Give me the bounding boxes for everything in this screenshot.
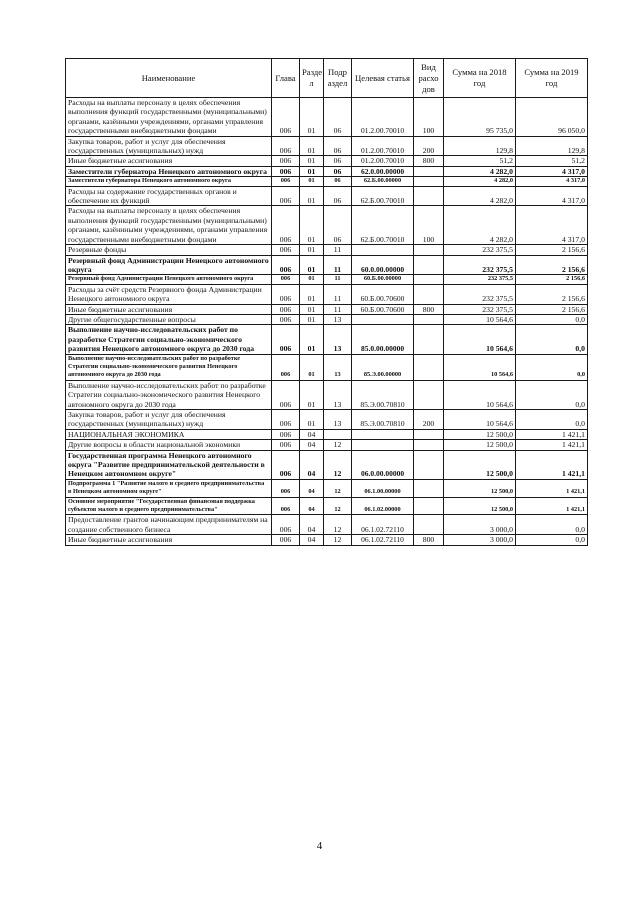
- cell-sum-2018: 232 375,5: [444, 284, 516, 304]
- cell-vid: [414, 429, 444, 439]
- cell-vid: [414, 314, 444, 324]
- cell-target: 85.0.00.00000: [352, 325, 414, 354]
- cell-sum-2019: 4 317,0: [516, 186, 588, 206]
- cell-sum-2019: 4 317,0: [516, 166, 588, 176]
- cell-target: [352, 314, 414, 324]
- cell-podrazdel: 12: [324, 479, 352, 497]
- cell-sum-2018: 10 564,6: [444, 354, 516, 380]
- cell-glava: 006: [272, 354, 300, 380]
- cell-sum-2018: 51,2: [444, 156, 516, 166]
- cell-podrazdel: 06: [324, 206, 352, 245]
- cell-vid: [414, 497, 444, 515]
- cell-glava: 006: [272, 535, 300, 545]
- cell-razdel: 01: [300, 156, 324, 166]
- cell-sum-2018: 4 282,0: [444, 206, 516, 245]
- cell-sum-2018: 12 500,0: [444, 497, 516, 515]
- cell-target: 06.1.02.00000: [352, 497, 414, 515]
- cell-name: Резервный фонд Администрации Ненецкого автономного округа: [66, 255, 272, 275]
- cell-podrazdel: 06: [324, 156, 352, 166]
- cell-vid: [414, 325, 444, 354]
- cell-vid: [414, 186, 444, 206]
- cell-sum-2018: 10 564,6: [444, 410, 516, 430]
- cell-vid: 100: [414, 206, 444, 245]
- cell-target: 85.Э.00.70810: [352, 380, 414, 409]
- table-row: [66, 206, 588, 245]
- cell-target: 85.Э.00.00000: [352, 354, 414, 380]
- cell-sum-2018: 4 282,0: [444, 177, 516, 186]
- cell-glava: 006: [272, 206, 300, 245]
- cell-podrazdel: 11: [324, 275, 352, 284]
- table-row: [66, 380, 588, 409]
- cell-glava: 006: [272, 497, 300, 515]
- cell-vid: [414, 515, 444, 535]
- cell-name: Иные бюджетные ассигнования: [66, 304, 272, 314]
- cell-vid: [414, 245, 444, 255]
- cell-glava: 006: [272, 245, 300, 255]
- cell-glava: 006: [272, 515, 300, 535]
- cell-razdel: 01: [300, 98, 324, 137]
- table-row: [66, 177, 588, 186]
- cell-razdel: 01: [300, 410, 324, 430]
- table-row: [66, 98, 588, 137]
- cell-podrazdel: 13: [324, 410, 352, 430]
- cell-name: Иные бюджетные ассигнования: [66, 535, 272, 545]
- cell-glava: 006: [272, 440, 300, 450]
- cell-podrazdel: 11: [324, 304, 352, 314]
- cell-name: Выполнение научно-исследовательских работ по разработке Стратегии социально-экономического развития Ненецкого автономного округа до 2030 года: [66, 325, 272, 354]
- cell-vid: 800: [414, 156, 444, 166]
- cell-razdel: 04: [300, 450, 324, 479]
- cell-razdel: 01: [300, 255, 324, 275]
- cell-name: Закупка товаров, работ и услуг для обеспечения государственных (муниципальных) нужд: [66, 410, 272, 430]
- cell-sum-2018: 4 282,0: [444, 166, 516, 176]
- table-row: [66, 325, 588, 354]
- cell-sum-2019: 0,0: [516, 515, 588, 535]
- cell-vid: [414, 380, 444, 409]
- cell-sum-2019: 1 421,1: [516, 497, 588, 515]
- cell-podrazdel: 06: [324, 186, 352, 206]
- table-row: [66, 245, 588, 255]
- cell-razdel: 01: [300, 275, 324, 284]
- cell-razdel: 04: [300, 497, 324, 515]
- cell-name: Резервный фонд Администрации Ненецкого автономного округа: [66, 275, 272, 284]
- cell-name: Иные бюджетные ассигнования: [66, 156, 272, 166]
- table-row: [66, 497, 588, 515]
- cell-glava: 006: [272, 429, 300, 439]
- table-row: [66, 450, 588, 479]
- header-name: Наименование: [66, 59, 272, 98]
- cell-target: 06.0.00.00000: [352, 450, 414, 479]
- cell-target: 62.Б.00.70010: [352, 186, 414, 206]
- table-row: [66, 535, 588, 545]
- cell-target: 06.1.02.72110: [352, 535, 414, 545]
- cell-glava: 006: [272, 325, 300, 354]
- cell-vid: [414, 479, 444, 497]
- cell-glava: 006: [272, 186, 300, 206]
- cell-name: Заместители губернатора Ненецкого автономного округа: [66, 166, 272, 176]
- cell-podrazdel: 06: [324, 98, 352, 137]
- table-row: [66, 304, 588, 314]
- cell-name: НАЦИОНАЛЬНАЯ ЭКОНОМИКА: [66, 429, 272, 439]
- cell-sum-2018: 3 000,0: [444, 535, 516, 545]
- cell-razdel: 04: [300, 479, 324, 497]
- cell-razdel: 01: [300, 166, 324, 176]
- cell-sum-2019: 2 156,6: [516, 284, 588, 304]
- header-vid: Вид расхо дов: [414, 59, 444, 98]
- cell-sum-2018: 129,8: [444, 136, 516, 156]
- table-row: [66, 156, 588, 166]
- cell-name: Расходы за счёт средств Резервного фонда Администрации Ненецкого автономного округа: [66, 284, 272, 304]
- cell-target: 62.0.00.00000: [352, 166, 414, 176]
- cell-target: 06.1.02.72110: [352, 515, 414, 535]
- table-row: [66, 515, 588, 535]
- cell-name: Закупка товаров, работ и услуг для обеспечения государственных (муниципальных) нужд: [66, 136, 272, 156]
- cell-name: Другие вопросы в области национальной экономики: [66, 440, 272, 450]
- cell-glava: 006: [272, 255, 300, 275]
- cell-podrazdel: 13: [324, 380, 352, 409]
- cell-sum-2018: 232 375,5: [444, 245, 516, 255]
- cell-podrazdel: 13: [324, 325, 352, 354]
- cell-podrazdel: 13: [324, 354, 352, 380]
- cell-sum-2018: 232 375,5: [444, 304, 516, 314]
- cell-sum-2019: 1 421,1: [516, 450, 588, 479]
- cell-vid: [414, 275, 444, 284]
- cell-razdel: 04: [300, 440, 324, 450]
- cell-razdel: 01: [300, 206, 324, 245]
- cell-sum-2019: 129,8: [516, 136, 588, 156]
- cell-razdel: 01: [300, 186, 324, 206]
- table-header-row: [66, 59, 588, 98]
- table-row: [66, 166, 588, 176]
- cell-vid: 800: [414, 304, 444, 314]
- cell-name: Выполнение научно-исследовательских работ по разработке Стратегии социально-экономического развития Ненецкого автономного округа до 2030 года: [66, 354, 272, 380]
- cell-vid: 800: [414, 535, 444, 545]
- cell-razdel: 01: [300, 245, 324, 255]
- cell-sum-2019: 2 156,6: [516, 275, 588, 284]
- cell-glava: 006: [272, 479, 300, 497]
- cell-sum-2019: 0,0: [516, 380, 588, 409]
- cell-sum-2018: 10 564,6: [444, 325, 516, 354]
- cell-target: 01.2.00.70010: [352, 156, 414, 166]
- table-row: [66, 479, 588, 497]
- cell-glava: 006: [272, 284, 300, 304]
- table-row: [66, 284, 588, 304]
- cell-razdel: 04: [300, 429, 324, 439]
- cell-razdel: 01: [300, 325, 324, 354]
- cell-sum-2019: 1 421,1: [516, 440, 588, 450]
- table-row: [66, 186, 588, 206]
- cell-name: Расходы на содержание государственных органов и обеспечение их функций: [66, 186, 272, 206]
- header-sum-2018: Сумма на 2018 год: [444, 59, 516, 98]
- cell-target: [352, 429, 414, 439]
- cell-sum-2019: 4 317,0: [516, 177, 588, 186]
- cell-vid: [414, 440, 444, 450]
- cell-target: 62.Б.00.00000: [352, 177, 414, 186]
- page-number: 4: [316, 840, 323, 852]
- cell-name: Основное мероприятие "Государственная финансовая поддержка субъектов малого и среднего предпринимательства": [66, 497, 272, 515]
- cell-sum-2018: 232 375,5: [444, 255, 516, 275]
- cell-sum-2018: 232 375,5: [444, 275, 516, 284]
- cell-sum-2019: 2 156,6: [516, 245, 588, 255]
- cell-podrazdel: 12: [324, 535, 352, 545]
- header-target: Целевая статья: [352, 59, 414, 98]
- cell-razdel: 01: [300, 304, 324, 314]
- cell-target: 60.Б.00.70600: [352, 304, 414, 314]
- cell-target: [352, 440, 414, 450]
- cell-name: Государственная программа Ненецкого автономного округа "Развитие предпринимательской деятельности в Ненецком автономном округе": [66, 450, 272, 479]
- cell-vid: 200: [414, 410, 444, 430]
- cell-sum-2018: 95 735,0: [444, 98, 516, 137]
- cell-glava: 006: [272, 177, 300, 186]
- cell-podrazdel: 11: [324, 284, 352, 304]
- cell-vid: [414, 255, 444, 275]
- cell-sum-2018: 12 500,0: [444, 450, 516, 479]
- cell-vid: [414, 354, 444, 380]
- cell-target: [352, 245, 414, 255]
- cell-vid: [414, 166, 444, 176]
- cell-name: Подпрограмма 1 "Развитие малого и среднего предпринимательства в Ненецком автономном округе": [66, 479, 272, 497]
- cell-glava: 006: [272, 136, 300, 156]
- cell-sum-2018: 10 564,6: [444, 314, 516, 324]
- cell-podrazdel: 12: [324, 450, 352, 479]
- cell-razdel: 04: [300, 515, 324, 535]
- cell-razdel: 01: [300, 177, 324, 186]
- cell-glava: 006: [272, 304, 300, 314]
- cell-podrazdel: 06: [324, 136, 352, 156]
- cell-sum-2019: 0,0: [516, 314, 588, 324]
- cell-glava: 006: [272, 98, 300, 137]
- table-body: [66, 98, 588, 546]
- cell-sum-2018: 12 500,0: [444, 479, 516, 497]
- cell-podrazdel: 12: [324, 440, 352, 450]
- cell-name: Предоставление грантов начинающим предпринимателям на создание собственного бизнеса: [66, 515, 272, 535]
- cell-sum-2018: 4 282,0: [444, 186, 516, 206]
- cell-sum-2019: 0,0: [516, 325, 588, 354]
- cell-glava: 006: [272, 156, 300, 166]
- cell-razdel: 01: [300, 354, 324, 380]
- cell-sum-2019: 96 050,0: [516, 98, 588, 137]
- cell-sum-2019: 51,2: [516, 156, 588, 166]
- cell-vid: 100: [414, 98, 444, 137]
- cell-podrazdel: 13: [324, 314, 352, 324]
- cell-target: 01.2.00.70010: [352, 136, 414, 156]
- table-row: [66, 275, 588, 284]
- cell-podrazdel: 06: [324, 166, 352, 176]
- cell-name: Заместители губернатора Ненецкого автономного округа: [66, 177, 272, 186]
- cell-glava: 006: [272, 166, 300, 176]
- cell-name: Резервные фонды: [66, 245, 272, 255]
- cell-sum-2018: 3 000,0: [444, 515, 516, 535]
- cell-glava: 006: [272, 380, 300, 409]
- table-row: [66, 314, 588, 324]
- header-glava: Глава: [272, 59, 300, 98]
- cell-razdel: 01: [300, 284, 324, 304]
- cell-name: Выполнение научно-исследовательских работ по разработке Стратегии социально-экономического развития Ненецкого автономного округа до 2030 года: [66, 380, 272, 409]
- cell-vid: [414, 284, 444, 304]
- cell-glava: 006: [272, 314, 300, 324]
- cell-glava: 006: [272, 410, 300, 430]
- header-razdel: Разде л: [300, 59, 324, 98]
- cell-target: 85.Э.00.70810: [352, 410, 414, 430]
- cell-target: 60.Б.00.70600: [352, 284, 414, 304]
- table-row: [66, 410, 588, 430]
- cell-glava: 006: [272, 275, 300, 284]
- cell-target: 60.Б.00.00000: [352, 275, 414, 284]
- table-row: [66, 440, 588, 450]
- cell-razdel: 01: [300, 380, 324, 409]
- cell-name: Другие общегосударственные вопросы: [66, 314, 272, 324]
- cell-sum-2019: 1 421,1: [516, 479, 588, 497]
- cell-sum-2018: 12 500,0: [444, 429, 516, 439]
- header-podrazdel: Подр аздел: [324, 59, 352, 98]
- cell-vid: 200: [414, 136, 444, 156]
- cell-target: 60.0.00.00000: [352, 255, 414, 275]
- cell-razdel: 01: [300, 136, 324, 156]
- cell-podrazdel: 11: [324, 245, 352, 255]
- cell-sum-2019: 0,0: [516, 535, 588, 545]
- cell-podrazdel: 06: [324, 177, 352, 186]
- cell-podrazdel: [324, 429, 352, 439]
- cell-name: Расходы на выплаты персоналу в целях обеспечения выполнения функций государственными (муниципальными) органами, казённными учреждениями, органами управления государственными внебюджетными фондами: [66, 206, 272, 245]
- cell-sum-2019: 2 156,6: [516, 304, 588, 314]
- cell-razdel: 01: [300, 314, 324, 324]
- table-row: [66, 429, 588, 439]
- header-sum-2019: Сумма на 2019 год: [516, 59, 588, 98]
- cell-sum-2019: 4 317,0: [516, 206, 588, 245]
- budget-table: [65, 58, 588, 546]
- cell-podrazdel: 12: [324, 515, 352, 535]
- cell-sum-2019: 0,0: [516, 354, 588, 380]
- cell-glava: 006: [272, 450, 300, 479]
- cell-target: 01.2.00.70010: [352, 98, 414, 137]
- cell-target: 62.Б.00.70010: [352, 206, 414, 245]
- cell-razdel: 04: [300, 535, 324, 545]
- cell-podrazdel: 11: [324, 255, 352, 275]
- cell-sum-2018: 10 564,6: [444, 380, 516, 409]
- cell-vid: [414, 450, 444, 479]
- cell-target: 06.1.00.00000: [352, 479, 414, 497]
- cell-sum-2019: 0,0: [516, 410, 588, 430]
- cell-sum-2019: 2 156,6: [516, 255, 588, 275]
- cell-sum-2019: 1 421,1: [516, 429, 588, 439]
- table-row: [66, 354, 588, 380]
- cell-podrazdel: 12: [324, 497, 352, 515]
- cell-name: Расходы на выплаты персоналу в целях обеспечения выполнения функций государственными (муниципальными) органами, казёнными учреждениями, органами управления государственными внебюджетными фондами: [66, 98, 272, 137]
- cell-sum-2018: 12 500,0: [444, 440, 516, 450]
- table-row: [66, 136, 588, 156]
- table-row: [66, 255, 588, 275]
- cell-vid: [414, 177, 444, 186]
